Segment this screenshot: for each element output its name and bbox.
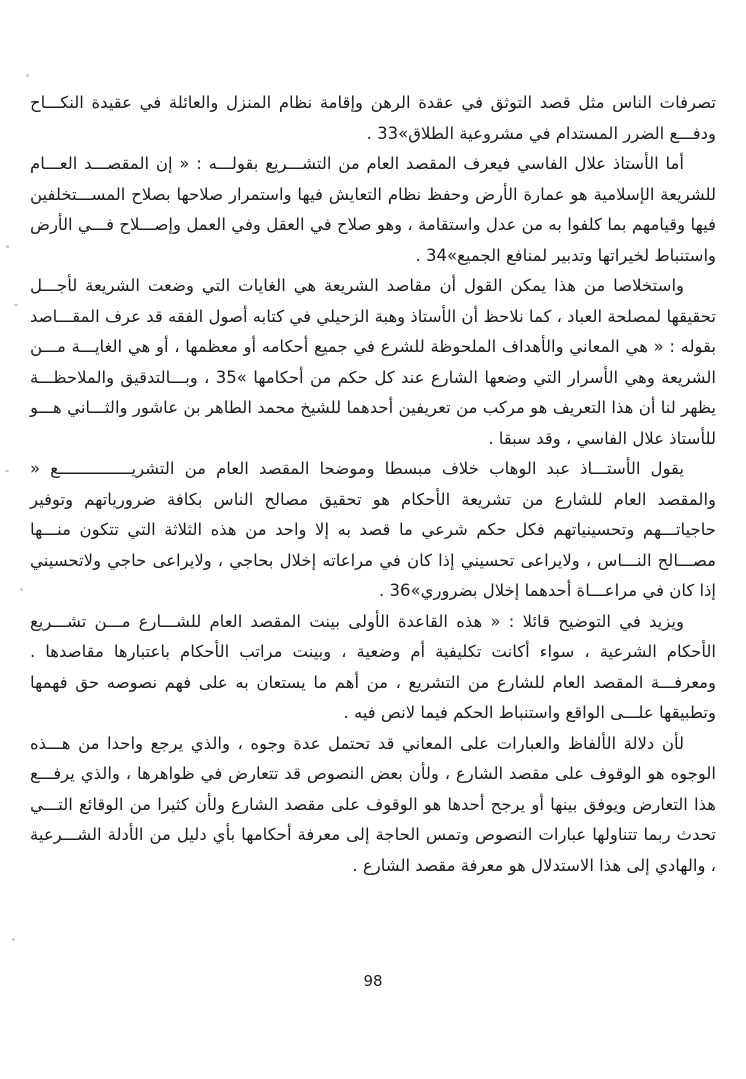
scan-speck <box>5 470 9 472</box>
scan-speck <box>12 938 15 941</box>
body-paragraph: ويزيد في التوضيح قائلا : « هذه القاعدة الأولى بينت المقصد العام للشـــارع مـــن تشـــريع الأحكام الشرعية ، سواء أكانت تكليفية أم وضعية ، وبينت مراتب الأحكام باعتبارها مقاصدها . ومعرفـــة المقصد العام للشارع من التشريع ، من أهم ما يستعان به على فهم نصوصه حق فهمها وتطبيقها علـــى الواقع واستنباط الحكم فيما لانص فيه . <box>30 611 716 722</box>
body-paragraph: يقول الأستـــاذ عبد الوهاب خلاف مبسطا وموضحا المقصد العام من التشريـــــــــــــــع « والمقصد العام للشارع من تشريعة الأحكام هو تحقيق مصالح الناس بكافة ضرورياتهم وتوفير حاجياتـــهم وتحسينياتهم فكل حكم شرعي ما قصد به إلا واحد من هذه الثلاثة التي تتكون منـــها مصـــالح النـــاس ، ولايراعى تحسيني إذا كان في مراعاته إخلال بحاجي ، ولايراعى حاجي ولاتحسيني إذا كان في مراعـــاة أحدهما إخلال بضروري»36 . <box>30 459 716 600</box>
body-paragraph: أما الأستاذ علال الفاسي فيعرف المقصد العام من التشـــريع بقولـــه : « إن المقصـــد العـــام للشريعة الإسلامية هو عمارة الأرض وحفظ نظام التعايش فيها واستمرار صلاحها بصلاح المســـتخلفين فيها وقيامهم بما كلفوا به من عدل واستقامة ، وهو صلاح في العقل وفي العمل وإصـــلاح فـــي الأرض واستنباط لخيراتها وتدبير لمنافع الجميع»34 . <box>30 154 716 265</box>
scan-speck <box>20 588 23 591</box>
body-paragraph: واستخلاصا من هذا يمكن القول أن مقاصد الشريعة هي الغايات التي وضعت الشريعة لأجـــل تحقيقها لمصلحة العباد ، كما نلاحظ أن الأستاذ وهبة الزحيلي في كتابه أصول الفقه قد عرف المقـــاصد بقوله : « هي المعاني والأهداف الملحوظة للشرع في جميع أحكامه أو معظمها ، أو هي الغايـــة مـــن الشريعة وهي الأسرار التي وضعها الشارع عند كل حكم من أحكامها »35 ، وبـــالتدقيق والملاحظـــة يظهر لنا أن هذا التعريف هو مركب من تعريفين أحدهما للشيخ محمد الطاهر بن عاشور والثـــاني هـــو للأستاذ علال الفاسي ، وقد سبقا . <box>30 276 716 448</box>
body-paragraph: لأن دلالة الألفاظ والعبارات على المعاني قد تحتمل عدة وجوه ، والذي يرجع واحدا من هـــذه الوجوه هو الوقوف على مقصد الشارع ، ولأن بعض النصوص قد تتعارض في ظواهرها ، والذي يرفـــع هذا التعارض ويوفق بينها أو يرجح أحدها هو الوقوف على مقصد الشارع ولأن كثيرا من الوقائع التـــي تحدث ربما تتناولها عبارات النصوص وتمس الحاجة إلى معرفة أحكامها بأي دليل من الأدلة الشـــرعية ، والهادي إلى هذا الاستدلال هو معرفة مقصد الشارع . <box>30 733 716 875</box>
scan-speck <box>14 304 18 306</box>
page-number: 98 <box>363 972 383 990</box>
scan-speck <box>6 245 9 248</box>
scan-speck <box>26 74 29 77</box>
body-text <box>30 88 716 881</box>
body-paragraph: تصرفات الناس مثل قصد التوثق في عقدة الرهن وإقامة نظام المنزل والعائلة في عقيدة النكـــاح ودفـــع الضرر المستدام في مشروعية الطلاق»33 . <box>30 93 716 143</box>
